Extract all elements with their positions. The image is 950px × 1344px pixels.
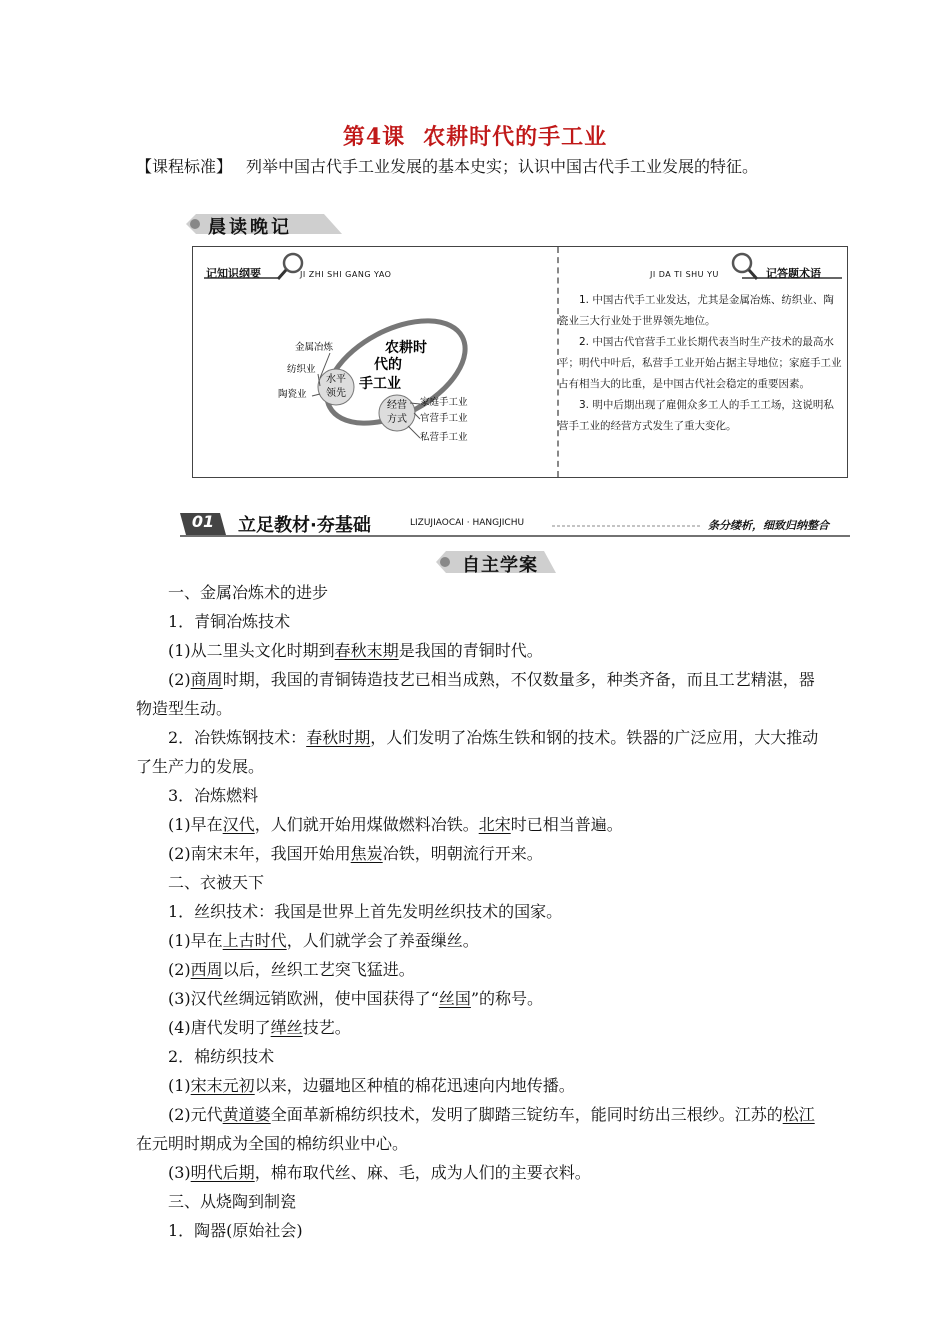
text: (1)早在	[168, 815, 223, 834]
term-item: 3. 明中后期出现了雇佣众多工人的手工工场，这说明私营手工业的经营方式发生了重大变化。	[558, 399, 834, 432]
text: 以来，边疆地区种植的棉花迅速向内地传播。	[254, 1076, 575, 1095]
key-term: 缂丝	[270, 1018, 303, 1037]
paragraph	[136, 839, 826, 868]
text: (3)汉代丝绸远销欧洲，使中国获得了“	[168, 989, 439, 1008]
key-term: 焦炭	[350, 844, 383, 863]
level-node-line-1: 水平	[326, 374, 346, 385]
course-standard	[136, 152, 826, 181]
subheading: 3．冶炼燃料	[168, 786, 259, 805]
text: (1)从二里头文化时期到	[168, 641, 335, 660]
section-heading: 一、金属冶炼术的进步	[168, 583, 329, 602]
key-term: 商周	[190, 670, 223, 689]
paragraph	[136, 1100, 826, 1158]
mind-map	[270, 310, 480, 450]
paragraph	[136, 1071, 826, 1100]
key-term: 松江	[782, 1105, 815, 1124]
page-title	[0, 120, 950, 151]
key-term: 汉代	[222, 815, 255, 834]
text: (2)南宋末年，我国开始用	[168, 844, 351, 863]
key-term: 春秋时期	[306, 728, 371, 747]
section-slogan: 条分缕析，细致归纳整合	[708, 519, 829, 532]
knowledge-outline-pinyin: JI ZHI SHI GANG YAO	[300, 270, 392, 279]
morning-reading-title: 晨读晚记	[208, 217, 292, 238]
text: (3)	[168, 1163, 191, 1182]
text: 时期，我国的青铜铸造技艺已相当成熟，不仅数量多，种类齐备，而且工艺精湛，器物造型生动。	[136, 670, 815, 718]
answer-terms-pinyin: JI DA TI SHU YU	[650, 270, 719, 279]
center-line-3: 手工业	[359, 376, 401, 392]
answer-terms-header	[766, 262, 821, 281]
subheading: 1．丝织技术：我国是世界上首先发明丝织技术的国家。	[168, 902, 563, 921]
text: 冶铁，明朝流行开来。	[382, 844, 543, 863]
course-standard-label: 【课程标准】	[136, 157, 233, 176]
mode-node-line-2: 方式	[387, 414, 407, 425]
key-term: 北宋	[478, 815, 511, 834]
center-line-1: 农耕时	[385, 340, 427, 356]
section-heading: 二、衣被天下	[168, 873, 265, 892]
mode-item-official: 官营手工业	[420, 413, 468, 424]
mode-item-household: 家庭手工业	[420, 397, 468, 408]
lesson-name: 农耕时代的手工业	[423, 124, 608, 150]
answer-terms-title: 记答题术语	[766, 267, 821, 280]
key-term: 西周	[190, 960, 223, 979]
text: ”的称号。	[470, 989, 544, 1008]
level-item-textile: 纺织业	[287, 364, 316, 375]
text: (1)早在	[168, 931, 223, 950]
center-line-2: 代的	[374, 357, 402, 373]
text: 以后，丝织工艺突飞猛进。	[222, 960, 415, 979]
section-dash	[552, 524, 702, 528]
term-item: 1. 中国古代手工业发达，尤其是金属冶炼、纺织业、陶瓷业三大行业处于世界领先地位。	[558, 294, 834, 327]
self-study-banner	[436, 548, 558, 576]
section-header	[180, 510, 850, 538]
mode-item-private: 私营手工业	[420, 432, 468, 443]
text: ，人们就开始用煤做燃料冶铁。	[254, 815, 479, 834]
paragraph	[136, 926, 826, 955]
self-study-title: 自主学案	[462, 555, 538, 576]
paragraph	[136, 723, 826, 781]
paragraph	[136, 984, 826, 1013]
text: 时已相当普遍。	[510, 815, 623, 834]
text: (2)元代	[168, 1105, 223, 1124]
text: ，棉布取代丝、麻、毛，成为人们的主要衣料。	[254, 1163, 591, 1182]
subheading: 1．青铜冶炼技术	[168, 612, 291, 631]
morning-reading-banner	[186, 210, 346, 238]
level-node-line-2: 领先	[326, 388, 346, 399]
key-term: 宋末元初	[190, 1076, 255, 1095]
text: (1)	[168, 1076, 191, 1095]
text: 技艺。	[302, 1018, 351, 1037]
text: 在元明时期成为全国的棉纺织业中心。	[136, 1134, 409, 1153]
text: (4)唐代发明了	[168, 1018, 271, 1037]
term-item: 2. 中国古代官营手工业长期代表当时生产技术的最高水平；明代中叶后，私营手工业开始占据主导地位；家庭手工业占有相当大的比重，是中国古代社会稳定的重要因素。	[558, 336, 842, 390]
subheading: 1．陶器(原始社会)	[168, 1221, 303, 1240]
lesson-number: 第4课	[342, 124, 406, 150]
text: (2)	[168, 960, 191, 979]
text: ，人们就学会了养蚕缫丝。	[286, 931, 479, 950]
paragraph	[136, 665, 826, 723]
text: 是我国的青铜时代。	[398, 641, 543, 660]
answer-terms-list	[558, 290, 842, 437]
subheading: 2．棉纺织技术	[168, 1047, 275, 1066]
text: (2)	[168, 670, 191, 689]
paragraph	[136, 955, 826, 984]
knowledge-outline-title: 记知识纲要	[206, 267, 261, 280]
key-term: 明代后期	[190, 1163, 255, 1182]
key-term: 春秋末期	[334, 641, 399, 660]
section-heading: 三、从烧陶到制瓷	[168, 1192, 297, 1211]
level-item-metal: 金属冶炼	[295, 342, 334, 353]
study-content	[136, 578, 826, 1245]
key-term: 黄道婆	[222, 1105, 271, 1124]
magnifier-icon	[204, 250, 314, 284]
mode-node-line-1: 经营	[387, 400, 407, 411]
section-number: 01	[191, 512, 215, 531]
course-standard-text: 列举中国古代手工业发展的基本史实；认识中国古代手工业发展的特征。	[246, 157, 759, 176]
key-term: 丝国	[438, 989, 471, 1008]
paragraph	[136, 1013, 826, 1042]
paragraph	[136, 636, 826, 665]
paragraph	[136, 1158, 826, 1187]
level-item-ceramics: 陶瓷业	[278, 389, 307, 400]
text: 2．冶铁炼钢技术：	[168, 728, 307, 747]
section-pinyin: LIZUJIAOCAI · HANGJICHU	[410, 518, 525, 528]
text: 全面革新棉纺织技术，发明了脚踏三锭纺车，能同时纺出三根纱。江苏的	[270, 1105, 783, 1124]
text: ，人们发明了冶炼生铁和钢的技术。铁器的广泛应用，大大推动了生产力的发展。	[136, 728, 819, 776]
paragraph	[136, 810, 826, 839]
key-term: 上古时代	[222, 931, 287, 950]
section-title: 立足教材·夯基础	[238, 515, 371, 536]
